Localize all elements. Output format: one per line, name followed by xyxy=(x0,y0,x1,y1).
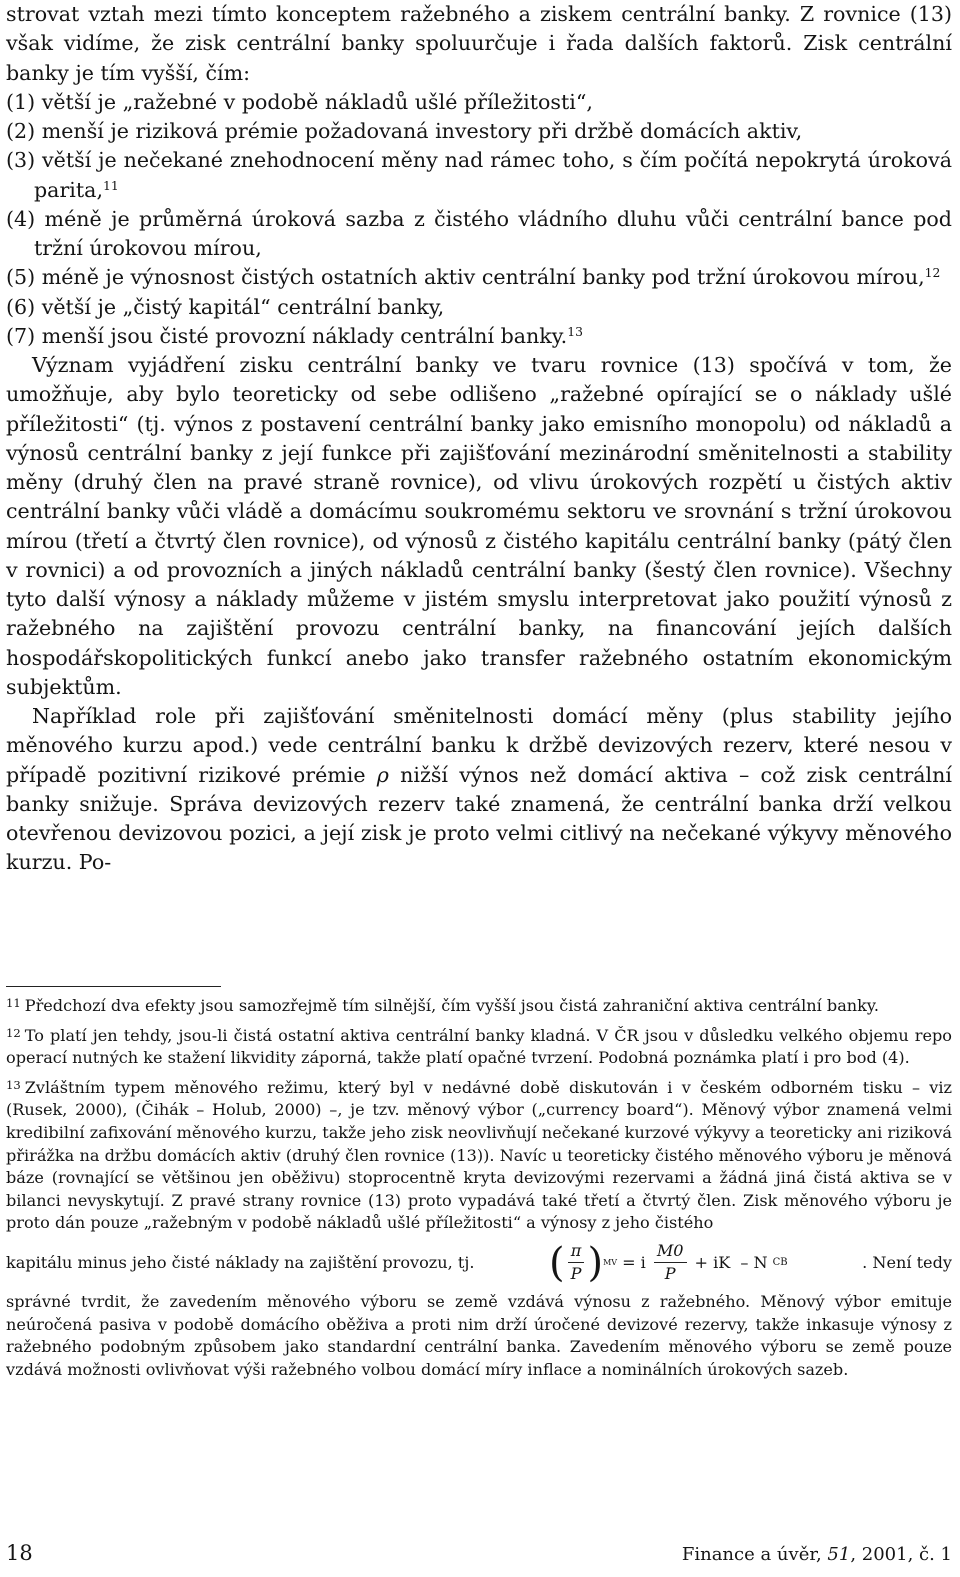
footnotes xyxy=(6,995,952,1381)
footnote-13: $^{13}$ Zvláštním typem měnového režimu, který byl v nedávné době diskutován i v českém odborném tisku – viz (Rusek, 2000), (Čihák – Holub, 2000) –, je tzv. měnový výbor („currency board“). Měnový výbor znamená velmi kredibilní zafixování měnového kurzu, takže jeho zisk neovlivňují nečekané kurzové výkyvy a teoreticky ani riziková přirážka na držbu domácích aktiv (druhý člen rovnice (13)). Navíc u teoreticky čistého měnového výboru je měnová báze (rovnající se většinou jen oběživu) stoprocentně kryta devizovými rezervami a žádná jiná čistá aktiva se v bilanci nevyskytují. Z pravé strany rovnice (13) proto vypadává také třetí a čtvrtý člen. Zisk měnového výboru je proto dán pouze „ražebným v podobě nákladů ušlé příležitosti“ a výnosy z jeho čistého kapitálu minus jeho čisté náklady na zajištění provozu, tj. ( $\frac{\pi}{P}$ ) MV = i $\frac{M0}{P}$ + iK – N CB . Není tedy správné tvrdit, že zavedením měnového výboru se země vzdává výnosu z ražebného. Měnový výbor emituje neúročená pasiva v podobě domácího oběživa a proti nim drží úročené devizové rezervy, takže inkasuje výnosy z ražebného podobným způsobem jako standardní centrální banka. Zavedením měnového výboru se země pouze vzdává možnosti ovlivňovat výši ražebného volbou domácí míry inflace a nominálních úrokových sazeb. xyxy=(6,1077,952,1379)
paragraph-significance: Význam vyjádření zisku centrální banky ve tvaru rovnice (13) spočívá v tom, že umožňuje, aby bylo teoreticky od sebe odlišeno „ražebné opírající se o náklady ušlé příležitosti“ (tj. výnos z postavení centrální banky jako emisního monopolu) od nákladů a výnosů centrální banky z její funkce při zajišťování mezinárodní směnitelnosti a stability měny (druhý člen na pravé straně rovnice), od vlivu úrokových rozpětí u čistých aktiv centrální banky vůči vládě a domácímu soukromému sektoru ve srovnání s tržní úrokovou mírou (třetí a čtvrtý člen rovnice), od výnosů z čistého kapitálu centrální banky (pátý člen v rovnici) a od provozních a jiných nákladů centrální banky (šestý člen rovnice). Všechny tyto další výnosy a náklady můžeme v jistém smyslu interpretovat jako použití výnosů z ražebného na zajištění provozu centrální banky, na financování jejích dalších hospodářskopolitických funkcí anebo jako transfer ražebného ostatním ekonomickým subjektům. xyxy=(6,353,952,699)
footnote-ref: 11 xyxy=(103,178,119,193)
formula-line: kapitálu minus jeho čisté náklady na zajištění provozu, tj. ( $\frac{\pi}{P}$ ) MV = i $\frac{M0}{P}$ + iK – N CB . Není tedy xyxy=(6,1239,952,1286)
journal-citation: Finance a úvěr, 51, 2001, č. 1 xyxy=(681,1544,952,1565)
list-item: (4) méně je průměrná úroková sazba z čistého vládního dluhu vůči centrální bance pod tržní úrokovou mírou, xyxy=(6,206,952,260)
list-item: (7) menší jsou čisté provozní náklady centrální banky.$^{13}$ xyxy=(6,323,583,348)
list-item: (2) menší je riziková prémie požadovaná investory při držbě domácích aktiv, xyxy=(6,119,803,143)
footnote-divider xyxy=(6,986,221,987)
page xyxy=(6,0,952,878)
formula: ( $\frac{\pi}{P}$ ) MV = i $\frac{M0}{P}$ + iK – N CB xyxy=(549,1239,788,1286)
rho-symbol: ρ xyxy=(376,762,389,787)
footnote-ref: 13 xyxy=(567,324,583,339)
fraction-pi-p: $\frac{\pi}{P}$ xyxy=(568,1240,585,1285)
list-item: (5) méně je výnosnost čistých ostatních aktiv centrální banky pod tržní úrokovou mírou,$^{12}$ xyxy=(6,265,941,290)
footnote-ref: 12 xyxy=(924,266,941,281)
list-item: (6) větší je „čistý kapitál“ centrální banky, xyxy=(6,294,445,319)
list-item: (3) větší je nečekané znehodnocení měny nad rámec toho, s čím počítá nepokrytá úroková parita,$^{11}$ xyxy=(6,148,952,202)
list-item: (1) větší je „ražebné v podobě nákladů ušlé příležitosti“, xyxy=(6,89,593,114)
footnote-12: $^{12}$ To platí jen tehdy, jsou-li čistá ostatní aktiva centrální banky kladná. V ČR jsou v důsledku velkého objemu repo operací nutných ke stažení likvidity záporná, takže platí opačné tvrzení. Podobná poznámka platí i pro bod (4). xyxy=(6,1025,952,1068)
paragraph-intro: strovat vztah mezi tímto konceptem ražebného a ziskem centrální banky. Z rovnice (13) však vidíme, že zisk centrální banky spoluurčuje i řada dalších faktorů. Zisk centrální banky je tím vyšší, čím: xyxy=(6,2,952,85)
main-text xyxy=(6,0,952,878)
footnote-11: $^{11}$ Předchozí dva efekty jsou samozřejmě tím silnější, čím vyšší jsou čistá zahraniční aktiva centrální banky. xyxy=(6,995,879,1015)
fraction-m0-p: $\frac{M0}{P}$ xyxy=(654,1240,687,1285)
page-footer xyxy=(6,1541,952,1565)
paragraph-example: Například role při zajišťování směnitelnosti domácí měny (plus stability jejího měnového kurzu apod.) vede centrální banku k držbě devizových rezerv, které nesou v případě pozitivní rizikové prémie ρ nižší výnos než domácí aktiva – což zisk centrální banky snižuje. Správa devizových rezerv také znamená, že centrální banka drží velkou otevřenou devizovou pozici, a její zisk je proto velmi citlivý na nečekané výkyvy měnového kurzu. Po- xyxy=(6,704,952,875)
page-number: 18 xyxy=(6,1541,33,1565)
